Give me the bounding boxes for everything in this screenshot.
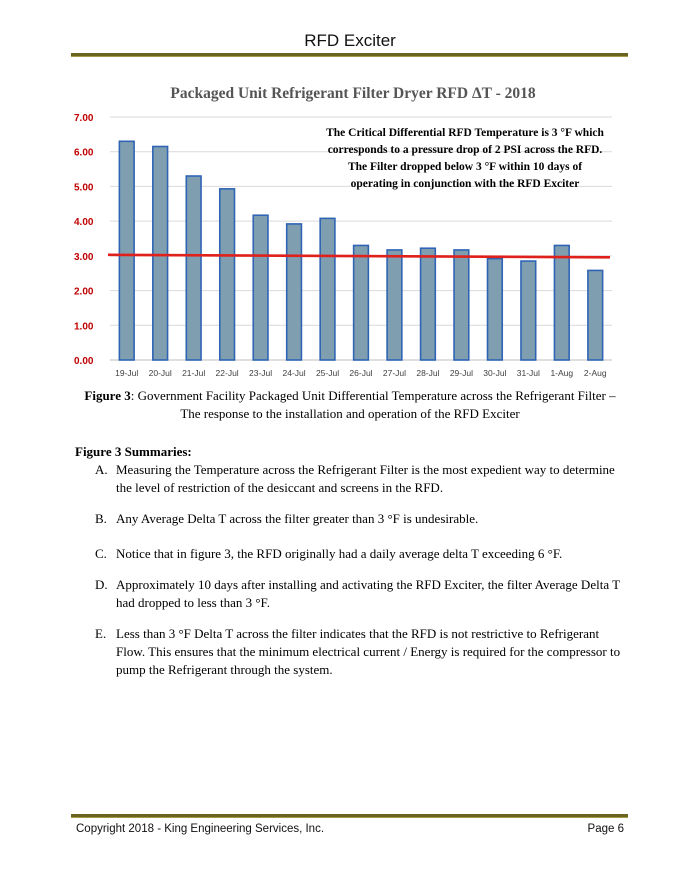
figure-caption-text: : Government Facility Packaged Unit Differential Temperature across the Refrigerant Filter – The response to the installation and operation of the RFD Exciter [130,388,616,421]
bar-26-Jul [354,245,369,360]
summary-item-a [95,461,630,497]
x-tick-label: 23-Jul [249,368,273,378]
x-tick-label: 1-Aug [550,368,574,378]
y-tick-label: 7.00 [74,113,94,124]
summary-item-b [95,510,630,528]
bar-2-Aug [588,270,603,360]
summary-item-d [95,576,630,612]
x-tick-label: 20-Jul [148,368,172,378]
chart-container [72,76,628,386]
bar-chart [72,76,628,386]
x-tick-label: 22-Jul [215,368,239,378]
summary-text: Any Average Delta T across the filter greater than 3 °F is undesirable. [116,511,479,526]
figure-caption-label: Figure 3 [84,388,131,403]
chart-annotation-line: corresponds to a pressure drop of 2 PSI across the RFD. [327,144,603,156]
chart-annotation-line: operating in conjunction with the RFD Exciter [350,178,580,190]
footer-rule [71,814,628,818]
x-tick-label: 24-Jul [282,368,306,378]
chart-annotation-line: The Critical Differential RFD Temperature is 3 °F which [326,127,604,139]
bar-24-Jul [287,224,302,360]
summary-item-c [95,545,630,563]
bar-29-Jul [454,250,469,360]
y-tick-label: 5.00 [74,182,94,194]
summary-marker: D. [95,577,108,592]
summaries-heading: Figure 3 Summaries: [75,444,192,459]
bar-23-Jul [253,215,268,360]
summary-marker: B. [95,511,107,526]
chart-title: Packaged Unit Refrigerant Filter Dryer RFD ΔT - 2018 [170,85,536,102]
footer-copyright: Copyright 2018 - King Engineering Services, Inc. [76,823,325,835]
bar-20-Jul [153,147,168,360]
page-header-title: RFD Exciter [304,31,396,50]
y-tick-label: 3.00 [74,251,94,263]
summary-text: Measuring the Temperature across the Refrigerant Filter is the most expedient way to determine the level of restriction of the desiccant and screens in the RFD. [116,462,615,495]
x-tick-label: 21-Jul [182,368,206,378]
bar-22-Jul [220,189,235,360]
summary-item-e [95,625,630,679]
x-tick-label: 27-Jul [382,368,407,378]
header-rule [71,53,628,57]
bar-21-Jul [186,176,201,360]
bar-1-Aug [554,245,569,360]
summary-text: Less than 3 °F Delta T across the filter indicates that the RFD is not restrictive to Refrigerant Flow. This ensures that the minimum electrical current / Energy is required for the compressor to pump the Refrigerant through the system. [116,626,621,677]
summary-marker: E. [95,626,107,641]
x-tick-label: 19-Jul [115,368,139,378]
x-tick-label: 30-Jul [483,368,507,378]
bar-31-Jul [521,261,536,360]
bar-30-Jul [488,259,503,360]
x-tick-label: 31-Jul [516,368,540,378]
bar-25-Jul [320,218,335,360]
bar-28-Jul [421,248,436,360]
summary-marker: A. [95,462,108,477]
x-tick-label: 25-Jul [315,368,340,378]
y-tick-label: 0.00 [74,356,94,367]
bar-19-Jul [119,141,134,360]
y-tick-label: 1.00 [74,321,94,333]
summaries-list [95,461,630,679]
y-tick-label: 4.00 [74,217,94,229]
summary-text: Approximately 10 days after installing and activating the RFD Exciter, the filter Average Delta T had dropped to less than 3 °F. [116,577,620,610]
summary-marker: C. [95,546,107,561]
summary-text: Notice that in figure 3, the RFD originally had a daily average delta T exceeding 6 °F. [116,546,563,561]
x-tick-label: 26-Jul [349,368,373,378]
footer-page-number: Page 6 [587,823,624,835]
chart-annotation-line: The Filter dropped below 3 °F within 10 days of [347,161,583,173]
bar-27-Jul [387,250,402,360]
x-tick-label: 2-Aug [583,368,607,378]
x-tick-label: 28-Jul [416,368,440,378]
x-tick-label: 29-Jul [449,368,473,378]
y-tick-label: 2.00 [74,286,94,298]
y-tick-label: 6.00 [74,147,94,159]
threshold-line [108,255,610,258]
figure-caption [75,387,625,423]
